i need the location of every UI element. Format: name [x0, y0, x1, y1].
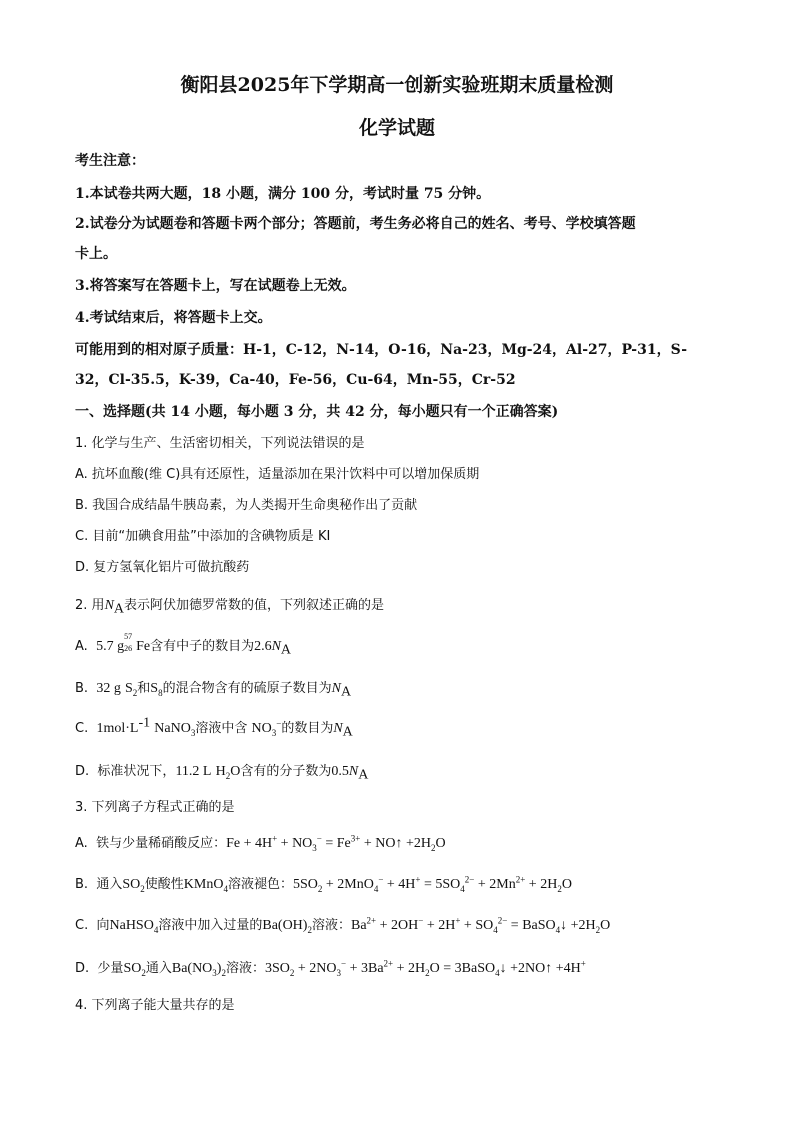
q3-option-b: B. 通入$SO_2$使酸性KMnO$_4$溶液褪色：$5SO_2 + 2MnO_4^- + 4H^+ = 5SO_4^{2-} + 2Mn^{2+} + 2H_2O$ [75, 874, 572, 894]
q1-option-c: C. 目前“加碘食用盐”中添加的含碘物质是 KI [75, 529, 331, 544]
q3-option-c: C. 向NaHSO$_4$溶液中加入过量的$Ba(OH)_2$溶液：$Ba^{2+} + 2OH^- + 2H^+ + SO_4^{2-}$ = BaSO$_4$↓ $+2H_2O$ [75, 915, 611, 935]
q1-stem: 1. 化学与生产、生活密切相关，下列说法错误的是 [75, 436, 365, 451]
notice-item-2-cont: 卡上。 [75, 246, 117, 262]
atomic-masses-line-2: 32，Cl-35.5，K-39，Ca-40，Fe-56，Cu-64，Mn-55，Cr-52 [75, 372, 516, 388]
q2-stem: 2. 用$N_A$表示阿伏加德罗常数的值，下列叙述正确的是 [75, 598, 385, 617]
notice-item-4: 4.考试结束后，将答题卡上交。 [75, 310, 272, 326]
q2-option-d: D. 标准状况下，11.2 L $H_2O$含有的分子数为$0.5N_A$ [75, 764, 369, 783]
notice-item-1: 1.本试卷共两大题，18 小题，满分 100 分，考试时量 75 分钟。 [75, 186, 491, 202]
q1-option-b: B. 我国合成结晶牛胰岛素，为人类揭开生命奥秘作出了贡献 [75, 498, 418, 513]
notice-heading: 考生注意： [75, 153, 145, 169]
q1-option-a: A. 抗坏血酸(维 C)具有还原性，适量添加在果汁饮料中可以增加保质期 [75, 467, 480, 482]
q2-option-b: B. 32 g $S_2$和$S_8$的混合物含有的硫原子数目为$N_A$ [75, 681, 352, 700]
atomic-masses-line-1: 可能用到的相对原子质量：H-1，C-12，N-14，O-16，Na-23，Mg-24，Al-27，P-31，S- [75, 342, 688, 358]
q1-option-d: D. 复方氢氧化铝片可做抗酸药 [75, 560, 250, 575]
q4-stem: 4. 下列离子能大量共存的是 [75, 998, 235, 1013]
q2-option-c: C. $1mol\cdot L^{-1}$ NaNO$_3$溶液中含 $NO_3^-$的数目为$N_A$ [75, 715, 353, 740]
notice-item-3: 3.将答案写在答题卡上，写在试题卷上无效。 [75, 278, 356, 294]
section-heading: 一、选择题(共 14 小题，每小题 3 分，共 42 分，每小题只有一个正确答案) [75, 404, 559, 420]
q3-option-d: D. 少量$SO_2$通入$Ba(NO_3)_2$溶液：$3SO_2 + 2NO_3^- + 3Ba^{2+} + 2H_2O$ = 3BaSO$_4$↓ +2NO↑ +4H+ [75, 958, 586, 978]
notice-item-2: 2.试卷分为试题卷和答题卡两个部分；答题前，考生务必将自己的姓名、考号、学校填答题 [75, 216, 636, 232]
q2-option-a: A. 5.7 g 57 26 Fe含有中子的数目为$2.6N_A$ [75, 632, 292, 658]
q3-option-a: A. 铁与少量稀硝酸反应：$Fe + 4H^+ + NO_3^- = Fe^{3+}$ + NO↑ $+2H_2O$ [75, 833, 446, 853]
exam-title: 衡阳县2025年下学期高一创新实验班期末质量检测 [180, 74, 614, 96]
exam-subtitle: 化学试题 [358, 117, 435, 139]
q3-stem: 3. 下列离子方程式正确的是 [75, 800, 235, 815]
